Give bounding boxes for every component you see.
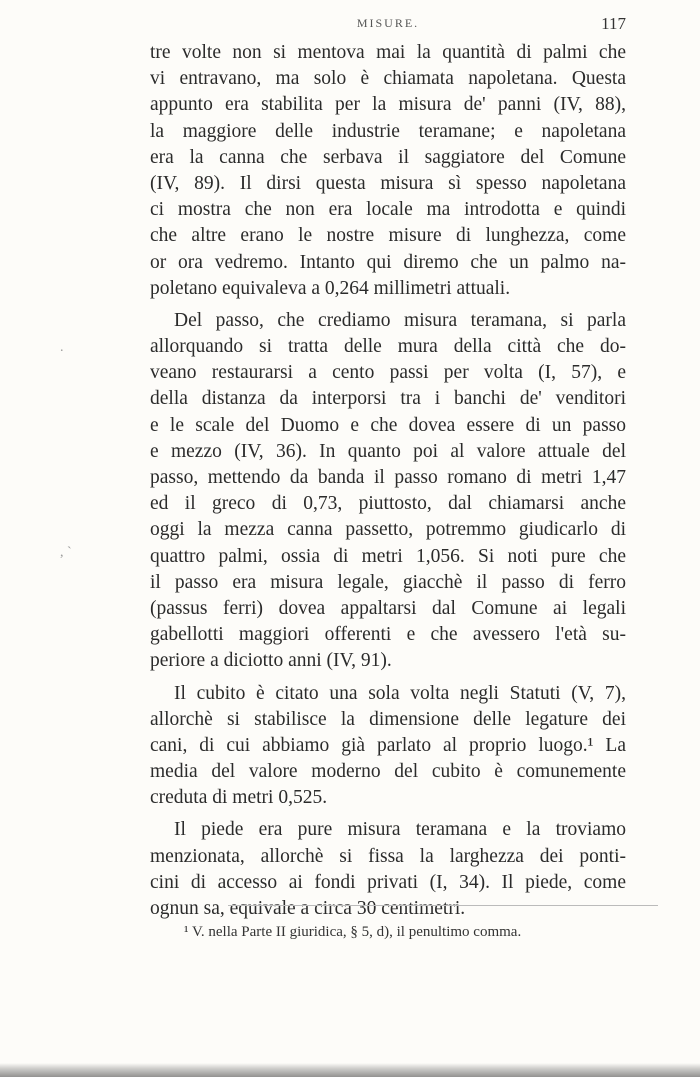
text-line: che altre erano le nostre misure di lunghezza, come [150,225,626,247]
text-line: cani, di cui abbiamo già parlato al proprio luogo.¹ La [150,734,626,756]
margin-mark: . [60,340,64,355]
text-line: menzionata, allorchè si fissa la larghezza dei ponti- [150,845,626,867]
text-line: media del valore moderno del cubito è comunemente [150,761,626,783]
text-line: oggi la mezza canna passetto, potremmo giudicarlo di [150,519,626,541]
page-edge-shadow [0,1063,700,1077]
text-line: e le scale del Duomo e che dovea essere di un passo [150,414,626,436]
text-line: poletano equivaleva a 0,264 millimetri attuali. [150,277,511,299]
text-line: cini di accesso ai fondi privati (I, 34). Il piede, come [150,871,626,893]
paragraph [150,681,626,812]
text-line: era la canna che serbava il saggiatore del Comune [150,146,626,168]
margin-mark: , ` [60,545,72,560]
body-text [150,40,626,922]
footnote: ¹ V. nella Parte II giuridica, § 5, d), il penultimo comma. [184,924,522,940]
text-line: (IV, 89). Il dirsi questa misura sì spesso napoletana [150,172,626,194]
text-line: e mezzo (IV, 36). In quanto poi al valore attuale del [150,440,626,462]
text-line: or ora vedremo. Intanto qui diremo che un palmo na- [150,251,626,273]
paragraph [150,817,626,922]
text-line: ognun sa, equivale a circa 30 centimetri. [150,898,466,919]
text-line: (passus ferri) dovea appaltarsi dal Comune ai legali [150,597,626,619]
text-line: appunto era stabilita per la misura de' panni (IV, 88), [150,94,626,116]
text-line: ci mostra che non era locale ma introdotta e quindi [150,199,626,221]
text-line: passo, mettendo da banda il passo romano di metri 1,47 [150,467,626,488]
footnote-rule [228,905,658,906]
text-line: ed il greco di 0,73, piuttosto, dal chiamarsi anche [150,493,626,515]
page-header [150,14,626,38]
text-line: della distanza da interporsi tra i banchi de' venditori [150,388,626,410]
text-line: Il cubito è citato una sola volta negli Statuti (V, 7), [174,682,626,704]
text-line: allorquando si tratta delle mura della città che do- [150,336,626,358]
text-line: vi entravano, ma solo è chiamata napoletana. Questa [150,68,626,90]
text-line: la maggiore delle industrie teramane; e napoletana [150,120,626,142]
text-line: creduta di metri 0,525. [150,787,328,809]
running-title: MISURE. [356,16,420,30]
page-number: 117 [601,14,626,33]
text-line: gabellotti maggiori offerenti e che avessero l'età su- [150,624,626,646]
text-line: tre volte non si mentova mai la quantità di palmi che [150,42,626,63]
paragraph [150,40,626,302]
text-line: il passo era misura legale, giacchè il passo di ferro [150,571,626,593]
text-line: allorchè si stabilisce la dimensione delle legature dei [150,708,626,730]
text-line: Del passo, che crediamo misura teramana, si parla [174,309,626,331]
text-line: veano restaurarsi a cento passi per volta (I, 57), e [150,362,626,384]
text-line: quattro palmi, ossia di metri 1,056. Si noti pure che [150,545,626,567]
text-line: Il piede era pure misura teramana e la troviamo [174,819,626,841]
text-line: periore a diciotto anni (IV, 91). [150,650,392,672]
paragraph [150,308,626,675]
